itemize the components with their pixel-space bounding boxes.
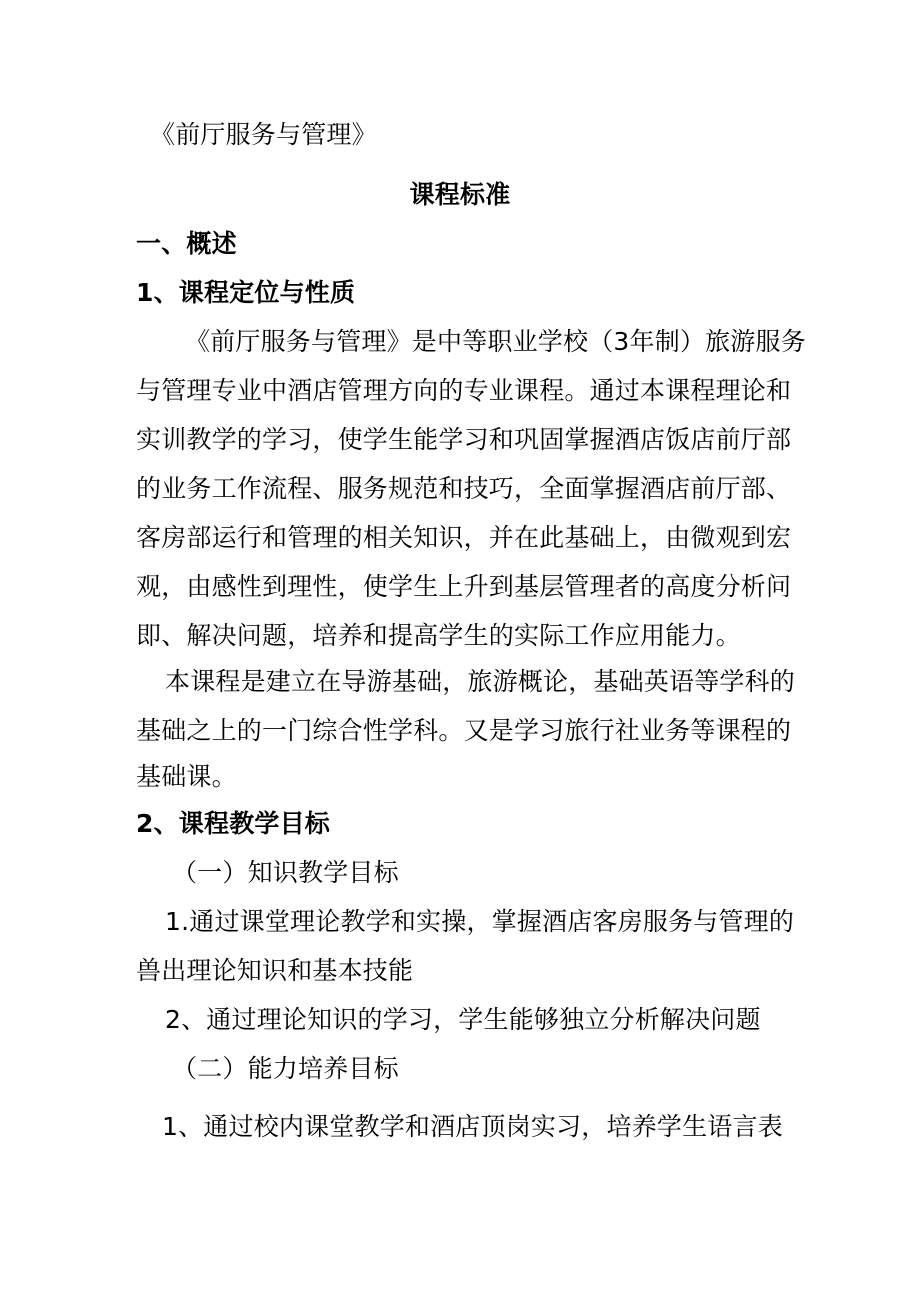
paragraph-line: 1.通过课堂理论教学和实操，掌握酒店客房服务与管理的 bbox=[165, 907, 795, 936]
subsection-heading-objectives: 2、课程教学目标 bbox=[136, 809, 330, 838]
knowledge-item-2: 2、通过理论知识的学习，学生能够独立分析解决问题 bbox=[165, 1005, 761, 1034]
standard-title: 课程标准 bbox=[409, 180, 511, 209]
paragraph-line: 实训教学的学习，使学生能学习和巩固掌握酒店饭店前厅部 bbox=[136, 425, 792, 454]
paragraph-line: 兽出理论知识和基本技能 bbox=[136, 956, 414, 985]
paragraph-line: 基础之上的一门综合性学科。又是学习旅行社业务等课程的 bbox=[136, 716, 792, 745]
book-title: 《前厅服务与管理》 bbox=[150, 120, 377, 149]
paragraph-line: 《前厅服务与管理》是中等职业学校（3年制）旅游服务 bbox=[185, 327, 806, 356]
paragraph-line: 的业务工作流程、服务规范和技巧，全面掌握酒店前厅部、 bbox=[136, 474, 792, 503]
paragraph-line: 基础课。 bbox=[136, 762, 237, 791]
paragraph-line: 与管理专业中酒店管理方向的专业课程。通过本课程理论和 bbox=[136, 376, 792, 405]
subsection-heading-positioning: 1、课程定位与性质 bbox=[136, 278, 356, 307]
paragraph-line: 观，由感性到理性，使学生上升到基层管理者的高度分析问 bbox=[136, 572, 792, 601]
knowledge-objectives-heading: （一）知识教学目标 bbox=[172, 858, 399, 887]
paragraph-line: 即、解决问题，培养和提高学生的实际工作应用能力。 bbox=[136, 621, 741, 650]
ability-objectives-heading: （二）能力培养目标 bbox=[172, 1054, 399, 1083]
paragraph-line: 客房部运行和管理的相关知识，并在此基础上，由微观到宏 bbox=[136, 523, 792, 552]
paragraph-line: 本课程是建立在导游基础，旅游概论，基础英语等学科的 bbox=[165, 667, 796, 696]
ability-item-1: 1、通过校内课堂教学和酒店顶岗实习，培养学生语言表 bbox=[162, 1112, 783, 1141]
section-heading-overview: 一、概述 bbox=[136, 229, 237, 258]
